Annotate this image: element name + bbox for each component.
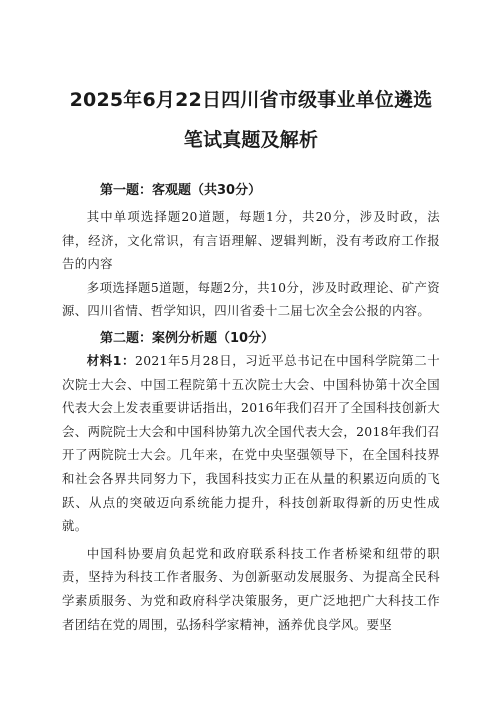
document-title-line-2: 笔试真题及解析 (183, 129, 319, 151)
paragraph-multiple-choice: 多项选择题5道题，每题2分，共10分，涉及时政理论、矿产资源、四川省情、哲学知识，四川省委十二届七次全会公报的内容。 (62, 279, 440, 319)
material-1-text: 2021年5月28日，习近平总书记在中国科学院第二十次院士大会、中国工程院第十五次院士大会、中国科协第十次全国代表大会上发表重要讲话指出，2016年我们召开了全国科技创新大会、两院院士大会和中国科协第九次全国代表大会，2018年我们召开了两院院士大会。几年来，在党中央坚强领导下，在全国科技界和社会各界共同努力下，我国科技实力正在从量的积累迈向质的飞跃、从点的突破迈向系统能力提升，科技创新取得新的历史性成就。 (62, 352, 441, 534)
material-label: 材料1： (86, 352, 136, 368)
paragraph-cast-duties: 中国科协要肩负起党和政府联系科技工作者桥梁和纽带的职责，坚持为科技工作者服务、为创新驱动发展服务、为提高全民科学素质服务、为党和政府科学决策服务，更广泛地把广大科技工作者团结在党的周围，弘扬科学家精神，涵养优良学风。要坚 (62, 545, 440, 632)
paragraph-single-choice: 其中单项选择题20道题，每题1分，共20分，涉及时政，法律，经济，文化常识，有言语理解、逻辑判断，没有考政府工作报告的内容 (62, 209, 440, 272)
section-heading-objective: 第一题：客观题（共30分） (100, 183, 262, 198)
paragraph-material-1 (62, 349, 440, 538)
section-heading-case-analysis: 第二题：案例分析题（10分） (100, 330, 275, 346)
document-title-line-1: 2025年6月22日四川省市级事业单位遴选 (69, 89, 433, 111)
